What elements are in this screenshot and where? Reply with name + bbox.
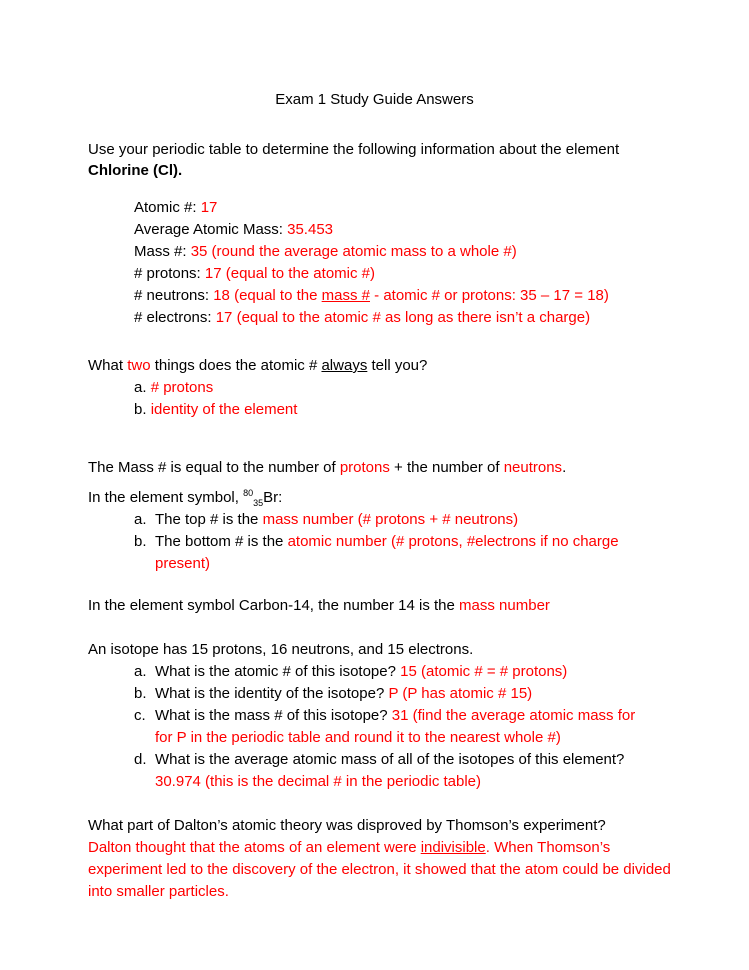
isotope-item-b: b. What is the identity of the isotope? P (P has atomic # 15) (134, 685, 533, 702)
dalton-answer-line3: into smaller particles. (88, 883, 229, 900)
fact-mass-number: Mass #: 35 (round the average atomic mass to a whole #) (134, 243, 517, 260)
dalton-answer-line2: experiment led to the discovery of the electron, it showed that the atom could be divided (88, 861, 671, 878)
mass-number-statement: The Mass # is equal to the number of protons + the number of neutrons. (88, 459, 567, 476)
element-symbol-question: In the element symbol, $^{80}_{35}$Br: (88, 488, 283, 508)
symbol-item-b-cont: present) (155, 555, 211, 572)
answer-a: a. # protons (134, 379, 214, 396)
fact-atomic-number: Atomic #: 17 (134, 199, 218, 216)
dalton-question: What part of Dalton’s atomic theory was disproved by Thomson’s experiment? (88, 817, 606, 834)
question-atomic-number: What two things does the atomic # always tell you? (88, 357, 428, 374)
dalton-answer-line1: Dalton thought that the atoms of an element were indivisible. When Thomson’s (88, 839, 611, 856)
isotope-item-d-answer: 30.974 (this is the decimal # in the periodic table) (155, 773, 482, 790)
fact-protons: # protons: 17 (equal to the atomic #) (134, 265, 375, 282)
document-title: Exam 1 Study Guide Answers (275, 91, 474, 108)
isotope-item-c-cont: for P in the periodic table and round it to the nearest whole #) (155, 729, 561, 746)
isotope-item-c: c. What is the mass # of this isotope? 31 (find the average atomic mass for (134, 707, 636, 724)
fact-neutrons: # neutrons: 18 (equal to the mass # - atomic # or protons: 35 – 17 = 18) (134, 287, 609, 304)
isotope-item-d: d. What is the average atomic mass of all of the isotopes of this element? (134, 751, 625, 768)
isotope-item-a: a. What is the atomic # of this isotope? 15 (atomic # = # protons) (134, 663, 568, 680)
intro-text: Use your periodic table to determine the following information about the element (88, 141, 620, 158)
symbol-item-b: b. The bottom # is the atomic number (# protons, #electrons if no charge (134, 533, 619, 550)
fact-electrons: # electrons: 17 (equal to the atomic # as long as there isn’t a charge) (134, 309, 591, 326)
isotope-question: An isotope has 15 protons, 16 neutrons, and 15 electrons. (88, 641, 474, 658)
fact-average-mass: Average Atomic Mass: 35.453 (134, 221, 334, 238)
carbon-question: In the element symbol Carbon-14, the number 14 is the mass number (88, 597, 550, 614)
element-name: Chlorine (Cl). (88, 162, 183, 179)
answer-b: b. identity of the element (134, 401, 298, 418)
symbol-item-a: a. The top # is the mass number (# protons + # neutrons) (134, 511, 519, 528)
